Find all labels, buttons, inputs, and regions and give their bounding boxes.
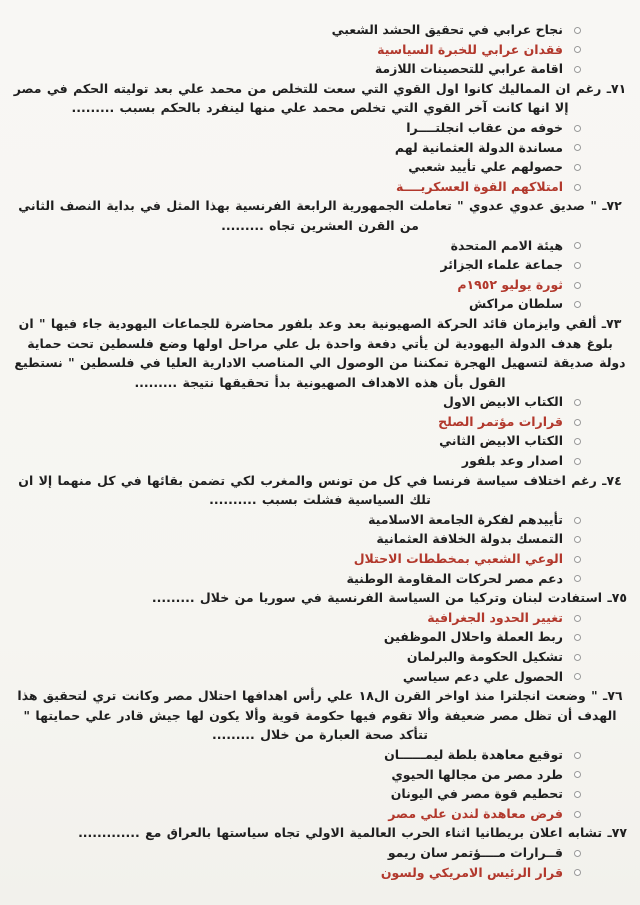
option-label: الوعي الشعبي بمخططات الاحتلال (353, 551, 563, 567)
question-text (13, 196, 627, 235)
radio-circle-icon[interactable] (574, 27, 581, 34)
answer-option[interactable] (13, 451, 581, 471)
question-block (13, 823, 627, 882)
question-text (13, 588, 627, 608)
option-label: تغيير الحدود الجغرافية (427, 609, 563, 625)
option-label: قرار الرئيس الامريكي ولسون (380, 864, 563, 880)
answer-option[interactable] (13, 647, 581, 667)
answer-option[interactable] (13, 59, 581, 79)
radio-circle-icon[interactable] (574, 752, 581, 759)
radio-circle-icon[interactable] (574, 654, 581, 661)
radio-circle-icon[interactable] (574, 66, 581, 73)
option-label: اصدار وعد بلفور (461, 453, 563, 469)
answer-option[interactable] (13, 745, 581, 765)
question-body: تشابه اعلان بريطانيا اثناء الحرب العالمية الاولي تجاه سياستها بالعراق مع ............. (78, 825, 603, 841)
options-list (13, 392, 627, 470)
question-number: ٧٥ـ (607, 590, 627, 606)
question-text (13, 823, 627, 843)
questions-container (13, 79, 627, 882)
option-label: هيئة الامم المتحدة (450, 237, 563, 253)
option-label: الحصول علي دعم سياسي (402, 668, 563, 684)
option-label: ربط العملة واحلال الموظفين (383, 629, 563, 645)
question-body: " صديق عدوي عدوي " تعاملت الجمهورية الرابعة الفرنسية بهذا المثل في بداية النصف الثاني من القرن العشرين تجاه ......... (18, 198, 597, 233)
option-label: التمسك بدولة الخلافة العثمانية (376, 531, 563, 547)
radio-circle-icon[interactable] (574, 419, 581, 426)
answer-option[interactable] (13, 431, 581, 451)
option-label: امتلاكهم القوة العسكريــــة (396, 178, 563, 194)
option-label: دعم مصر لحركات المقاومة الوطنية (346, 570, 563, 586)
radio-circle-icon[interactable] (574, 301, 581, 308)
radio-circle-icon[interactable] (574, 262, 581, 269)
question-text (13, 686, 627, 745)
answer-option[interactable] (13, 765, 581, 785)
answer-option[interactable] (13, 608, 581, 628)
option-label: تحطيم قوة مصر في اليونان (390, 786, 563, 802)
question-text (13, 471, 627, 510)
answer-option[interactable] (13, 529, 581, 549)
option-label: توقيع معاهدة بلطة ليمــــــان (384, 746, 563, 762)
question-body: ألقي وايزمان قائد الحركة الصهيونية بعد وعد بلفور محاضرة للجماعات اليهودية جاء فيها " ان بلوغ هدف الدولة اليهودية لن يأتي دفعة واحدة بل علي مراحل اولها وضع فلسطين تحت حماية دولة صديقة لتسهيل الهجرة تمكننا من الوصول الي المناصب الادارية العليا في فلسطين " نستطيع القول بأن هذه الاهداف الصهيونية بدأ تحقيقها نتيجة ......... (14, 315, 626, 390)
question-body: رغم ان المماليك كانوا اول القوي التي سعت للتخلص من محمد علي بعد توليته الحكم في مصر إلا انها كانت آخر القوي التي تخلص محمد علي منها لينفرد بالحكم بسبب ......... (13, 80, 602, 116)
radio-circle-icon[interactable] (574, 556, 581, 563)
answer-option[interactable] (13, 510, 581, 530)
radio-circle-icon[interactable] (574, 144, 581, 151)
radio-circle-icon[interactable] (574, 634, 581, 641)
option-label: فقدان عرابي للخبرة السياسية (377, 41, 563, 57)
question-block (13, 471, 627, 589)
radio-circle-icon[interactable] (574, 615, 581, 622)
answer-option[interactable] (13, 138, 581, 158)
answer-option[interactable] (13, 667, 581, 687)
answer-option[interactable] (13, 549, 581, 569)
radio-circle-icon[interactable] (574, 869, 581, 876)
question-block (13, 314, 627, 471)
answer-option[interactable] (13, 627, 581, 647)
option-label: مساندة الدولة العثمانية لهم (394, 139, 563, 155)
question-block (13, 686, 627, 823)
question-body: رغم اختلاف سياسة فرنسا في كل من تونس والمغرب لكي تضمن بقائها في كل منهما إلا ان تلك السياسية فشلت بسبب .......... (18, 472, 597, 508)
question-block (13, 196, 627, 314)
option-label: الكتاب الابيض الاول (443, 394, 563, 410)
question-text (13, 79, 627, 118)
option-label: حصولهم علي تأييد شعبي (408, 159, 563, 175)
previous-question-options-list (13, 20, 627, 79)
radio-circle-icon[interactable] (574, 164, 581, 171)
radio-circle-icon[interactable] (574, 184, 581, 191)
answer-option[interactable] (13, 569, 581, 589)
option-label: خوفه من عقاب انجلتــــرا (406, 119, 563, 135)
question-body: " وضعت انجلترا منذ اواخر القرن ال١٨ علي رأس اهدافها احتلال مصر وكانت تري لتحقيق هذا الهدف أن تظل مصر ضعيفة وألا تقوم فيها حكومة قوية وألا يكون لها جيش قادر علي حمايتها " تتأكد صحة العبارة من خلال ......... (17, 688, 617, 743)
options-list (13, 608, 627, 686)
option-label: تشكيل الحكومة والبرلمان (406, 649, 563, 664)
answer-option[interactable] (13, 412, 581, 432)
radio-circle-icon[interactable] (574, 850, 581, 857)
radio-circle-icon[interactable] (574, 517, 581, 524)
options-list (13, 236, 627, 314)
option-label: فرض معاهدة لندن علي مصر (388, 805, 563, 821)
option-label: نجاح عرابي في تحقيق الحشد الشعبي (331, 22, 563, 37)
question-body: استفادت لبنان وتركيا من السياسة الفرنسية في سوريا من خلال ......... (151, 590, 603, 606)
answer-option[interactable] (13, 118, 581, 138)
answer-option[interactable] (13, 236, 581, 256)
question-block (13, 588, 627, 686)
question-number: ٧٧ـ (607, 825, 627, 841)
radio-circle-icon[interactable] (574, 438, 581, 445)
answer-option[interactable] (13, 275, 581, 295)
radio-circle-icon[interactable] (574, 811, 581, 818)
radio-circle-icon[interactable] (574, 791, 581, 798)
option-label: جماعة علماء الجزائر (440, 257, 563, 273)
answer-option[interactable] (13, 255, 581, 275)
radio-circle-icon[interactable] (574, 46, 581, 53)
radio-circle-icon[interactable] (574, 125, 581, 132)
answer-option[interactable] (13, 863, 581, 883)
answer-option[interactable] (13, 392, 581, 412)
answer-option[interactable] (13, 843, 581, 863)
question-block (13, 79, 627, 197)
options-list (13, 745, 627, 823)
answer-option[interactable] (13, 177, 581, 197)
option-label: الكتاب الابيض الثاني (439, 433, 563, 449)
option-label: قرارات مؤتمر الصلح (438, 413, 563, 429)
radio-circle-icon[interactable] (574, 673, 581, 680)
options-list (13, 510, 627, 588)
option-label: اقامة عرابي للتحصينات اللازمة (374, 61, 563, 77)
options-list (13, 118, 627, 196)
question-number: ٧١ـ (606, 80, 627, 96)
option-label: قــرارات مــــؤتمر سان ريمو (387, 844, 563, 860)
radio-circle-icon[interactable] (574, 536, 581, 543)
answer-option[interactable] (13, 20, 581, 40)
answer-option[interactable] (13, 294, 581, 314)
question-number: ٧٤ـ (602, 472, 622, 488)
answer-option[interactable] (13, 804, 581, 824)
option-label: تأييدهم لفكرة الجامعة الاسلامية (368, 511, 563, 527)
answer-option[interactable] (13, 157, 581, 177)
radio-circle-icon[interactable] (574, 771, 581, 778)
question-number: ٧٣ـ (601, 315, 622, 331)
options-list (13, 843, 627, 882)
question-number: ٧٦ـ (603, 688, 623, 704)
answer-option[interactable] (13, 40, 581, 60)
radio-circle-icon[interactable] (574, 399, 581, 406)
radio-circle-icon[interactable] (574, 282, 581, 289)
question-text (13, 314, 627, 392)
radio-circle-icon[interactable] (574, 458, 581, 465)
option-label: طرد مصر من مجالها الحيوي (391, 766, 563, 782)
question-number: ٧٢ـ (602, 198, 622, 214)
option-label: سلطان مراكش (468, 296, 563, 312)
radio-circle-icon[interactable] (574, 242, 581, 249)
radio-circle-icon[interactable] (574, 575, 581, 582)
answer-option[interactable] (13, 784, 581, 804)
option-label: ثورة يوليو ١٩٥٢م (457, 276, 563, 292)
